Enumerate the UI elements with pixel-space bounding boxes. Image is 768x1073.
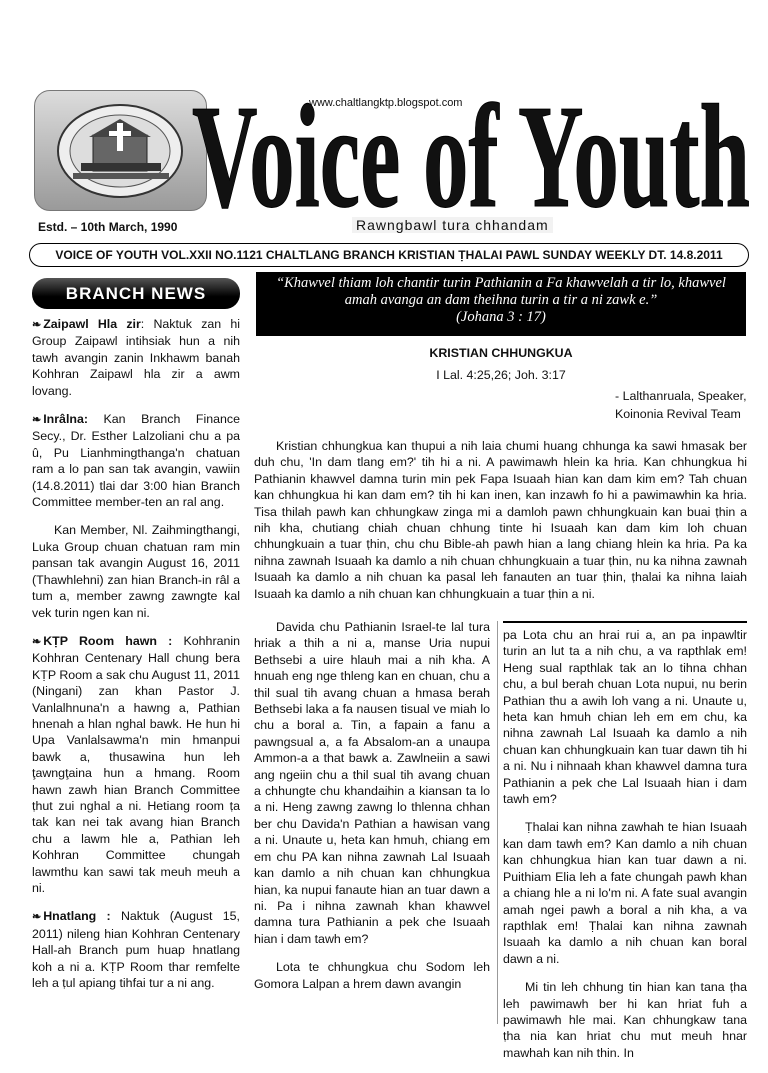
article-column-right [503,627,747,1073]
quote-text: “Khawvel thiam loh chantir turin Pathianin a Fa khawvelah a tir lo, khawvel amah avanga an dam theihna turin a tir a ni zawk e.” [276,275,726,308]
news-item-title: Inrâlna: [43,412,88,427]
article-title: KRISTIAN CHHUNGKUA [429,346,573,360]
branch-news-column [32,316,240,1003]
news-item [32,316,240,399]
article-author [615,387,747,423]
scripture-quote-box [256,272,746,336]
article-paragraph: Ṭhalai kan nihna zawhah te hian Isuaah kan dam tawh em? Kan damlo a nih chuan kan chhungkua hian kan tuar dawn a ni. Puithiam Elia leh a fate chungah pawh khan a chiang hle a ni lo'm ni. A fate sual avangin amah ngei pawh a boral a nih kha, a va rapthlak em! Ṭhalai kan nihna zawnah Isuaah ka damlo a nih chuan kan boral dawn a ni. [503,820,747,966]
news-item-text: Kohhranin Kohhran Centenary Hall chung bera KṬP Room a sak chu August 11, 2011 (Ningani) zan khan Pastor J. Vanlalhnuna'n a hawng a, Pathian hnenah a hlan nghal bawk. He hun hi Upa Vanlalsawma'n min hmanpui bawk a, thusawina hun leh ţawngţaina hun a hmang. Room hawn zawh hian Branch Committee ṭhut zui nghal a ni. Hetiang room ṭa tak kan nei tak avang hian Branch chu a lawm hle a, Pathian leh Kohhran Committee chungah lawmthu kan sawi tak meuh meuh a ni. [32,633,241,895]
news-item [32,908,240,991]
news-item-title: Zaipawl Hla zir [43,317,141,331]
pointer-arrow-icon: ❧ [32,414,42,427]
news-item [32,633,240,897]
pointer-arrow-icon: ❧ [32,319,42,331]
church-emblem-icon [53,101,188,201]
quote-reference: (Johana 3 : 17) [456,309,546,325]
news-item-title: Hnatlang : [43,909,111,924]
article-paragraph: Kristian chhungkua kan thupui a nih laia chumi huang chhunga ka sawi hmasak ber duh chu, 'In dam tlang em?' tih hi a ni. A pawimawh hlein ka hria. Kan chhungkua hi Pathianin khawvel damna turin min pek Fapa Isuaah hian kan dam kim em? Tah chuan kan chhungkua hi kan dam em? tih hi kan inen, kan inzawh fo hi a pawimawhin ka hria. Tisa thilah pawh kan chhungkaw zinga mi a damloh pawn chhungkuain kan buai ṭhin a nih kha, chutiang chiah chuan chhung tinte hi Isuaah kan dam kim loh chuan chhungkuain a tuar ṭhin, chu chu Bible-ah pawh hian a lang chiang hlein ka hria. Pa ka nihna zawnah Isuaah ka damlo a nih chuan chhungkuain a tuar ṭhin, nu ka nihna zawnah Isuaah ka damlo a nih chuan ka pasal leh fanauten an tuar ṭhin, ṭhalai ka nihna laiah Isuaah ka damlo a nih chuan kan chhungkuain a tuar ṭhin a ni. [254,439,747,601]
column-divider-horizontal [503,621,747,623]
article-paragraph: Mi tin leh chhung tin hian kan tana ṭha leh pawimawh ber hi kan hriat fuh a pawimawh hle mai. Kan chhungkaw tana ṭha nia kan hriat chu mut meuh hnar mawhah kan nih thin. In [503,980,747,1060]
news-item-sep [111,909,121,923]
news-item-text: Kan Member, Nl. Zaihmingthangi, Luka Group chuan chatuan ram min pansan tak avangin August 16, 2011 (Thawhlehni) zan hian Branch-in râl a tum a, member zawng zawngte kal vek turin ngen kan ni. [32,523,240,620]
tagline: Rawngbawl tura chhandam [352,217,553,233]
article-paragraph: Lota te chhungkua chu Sodom leh Gomora Lalpan a hrem dawn avangin [254,960,490,991]
article-paragraph: pa Lota chu an hrai rui a, an pa inpawltir turin an lut ta a nih chu, a va rapthlak em! Heng sual rapthlak tak an lo tihna chhan chu, a bul berah chuan Lota nupui, nu berin Pathian thu a awih loh vang a ni. Unaute u, heta kan hmuh chian leh em em chu, ka nihna zawnah Lal Isuaah ka damlo a nih chuan kan chhungkuain kan tuar dawn tih hi a ni. Nu i nihnaah khan khawvel damna tura Pathianin a pek che Lal Isuaah hian i dam tawh em? [503,628,747,807]
column-divider-vertical [497,621,498,1024]
site-url: www.chaltlangktp.blogspot.com [309,97,463,109]
article-scripture-ref: I Lal. 4:25,26; Joh. 3:17 [436,368,566,382]
news-item [32,522,240,620]
article-column-middle [254,619,490,1004]
svg-text:Voice of Youth: Voice of Youth [192,86,750,216]
news-item-title: KṬP Room hawn : [43,633,173,648]
news-item-text: Naktuk zan hi Group Zaipawl intihsiak hun a nih tawh avangin zanin Inkhawm banah Kohhran Zaipawl hla zir a awm lovang. [32,317,241,398]
news-item-text: Naktuk (August 15, 2011) nileng hian Kohhran Centenary Hall-ah Branch pum huap hnatlang koh a ni a. KṬP Room thar remfelte leh a ṭul apiang tihfai tur a ni ang. [32,909,240,991]
news-item-sep [172,634,183,648]
pointer-arrow-icon: ❧ [32,911,42,924]
branch-news-heading: BRANCH NEWS [32,278,240,309]
news-item-text: Kan Branch Finance Secy., Dr. Esther Lalzoliani chu a pa û, Pu Lianhmingthanga'n chatuan ram a lo pan san tak avangin, vawiin (14.8.2011) tlai dar 3:00 hian Branch Committee member-ten an ral ang. [32,412,240,510]
issue-info-bar: VOICE OF YOUTH VOL.XXII NO.1121 CHALTLANG BRANCH KRISTIAN ṬHALAI PAWL SUNDAY WEEKLY DT. 14.8.2011 [29,243,749,267]
news-item [32,411,240,510]
news-item-sep [88,412,104,426]
masthead-title [192,86,752,216]
author-name: - Lalthanruala, Speaker, [615,389,747,403]
established-date: Estd. – 10th March, 1990 [38,220,178,234]
article-intro [254,438,747,614]
news-item-sep: : [140,317,154,331]
author-affiliation: Koinonia Revival Team [615,407,741,421]
logo-emblem [34,90,207,211]
pointer-arrow-icon: ❧ [32,635,42,648]
article-paragraph: Davida chu Pathianin Israel-te lal tura hriak a thih a ni a, manse Uria nupui Bethsebi a uire hlauh mai a nih kha. A hnuah eng nge thleng kan en chuan, chu a thil sual tih avang chuan a hmasa berah Bethsebi laka a fa nausen tisual ve miah lo chu a boral a. Tin, a fapain a fanu a pawngsual a, a fa Absalom-an a unaupa Ammon-a a that bawk a. Zawlneiin a sawi ang ngeiin chu a thil sual tih avang chuan a chhungte chu khandaihin a kiansan ta lo a ni. Heng zawng zawng lo thlenna chhan ber chu Davida'n Pathian a hawisan vang a ni. Unaute u, heta kan hmuh, chiang em em chu PA kan nihna zawnah Lal Isuaah kan damlo a nih chuan kan chhungkua hian, ka nupui fanaute hian an tuar dawn a ni. Pa i nihna zawnah khan khawvel damna tura Pathianin a pek che Isuaah hian i dam tawh em? [254,620,490,946]
